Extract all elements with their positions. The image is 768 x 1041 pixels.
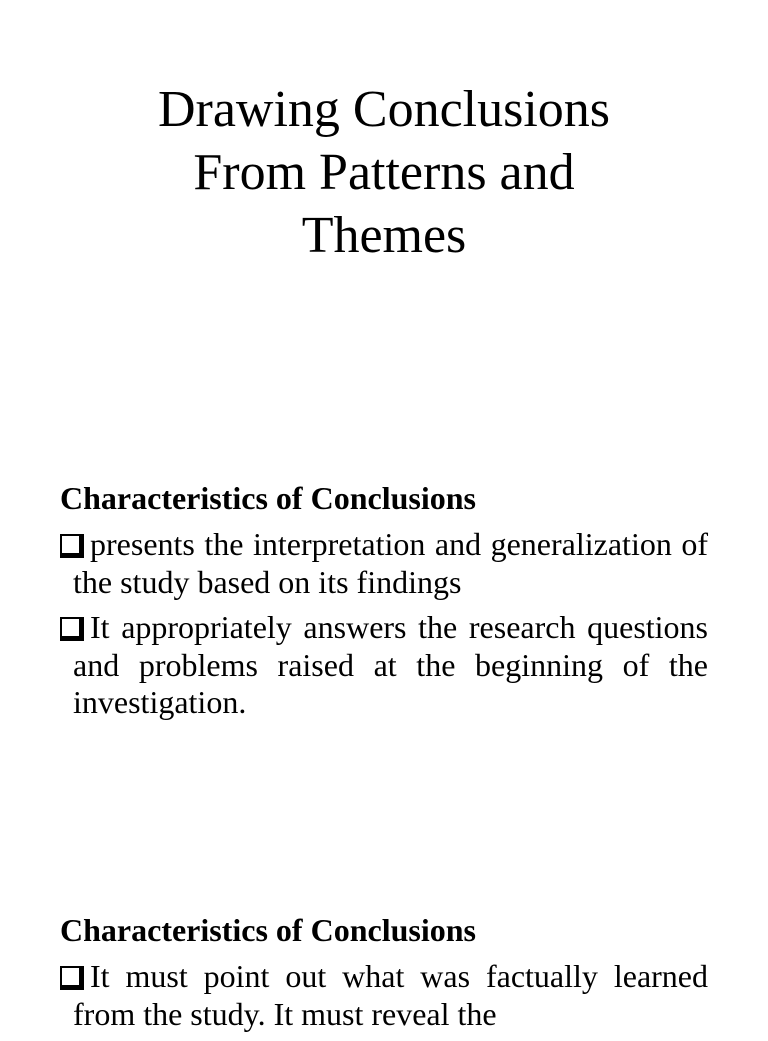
bullet-text: It appropriately answers the research questions and problems raised at the beginning of the investigation. (73, 609, 708, 720)
bullet-item (60, 958, 708, 1033)
conclusions-section-1 (60, 476, 708, 730)
hollow-square-bullet-icon (60, 966, 84, 990)
title-line-1: Drawing Conclusions (157, 81, 611, 138)
bullet-text: It must point out what was factually learned from the study. It must reveal the (73, 958, 708, 1032)
hollow-square-bullet-icon (60, 534, 84, 558)
conclusions-section-2 (60, 908, 708, 1041)
title-line-2: From Patterns and (193, 144, 575, 201)
title-line-3: Themes (301, 207, 467, 264)
page-title (0, 78, 768, 267)
bullet-item (60, 609, 708, 722)
section-heading: Characteristics of Conclusions (60, 480, 476, 516)
hollow-square-bullet-icon (60, 617, 84, 641)
bullet-item (60, 526, 708, 601)
bullet-text: presents the interpretation and generalization of the study based on its findings (73, 526, 708, 600)
section-heading: Characteristics of Conclusions (60, 912, 476, 948)
